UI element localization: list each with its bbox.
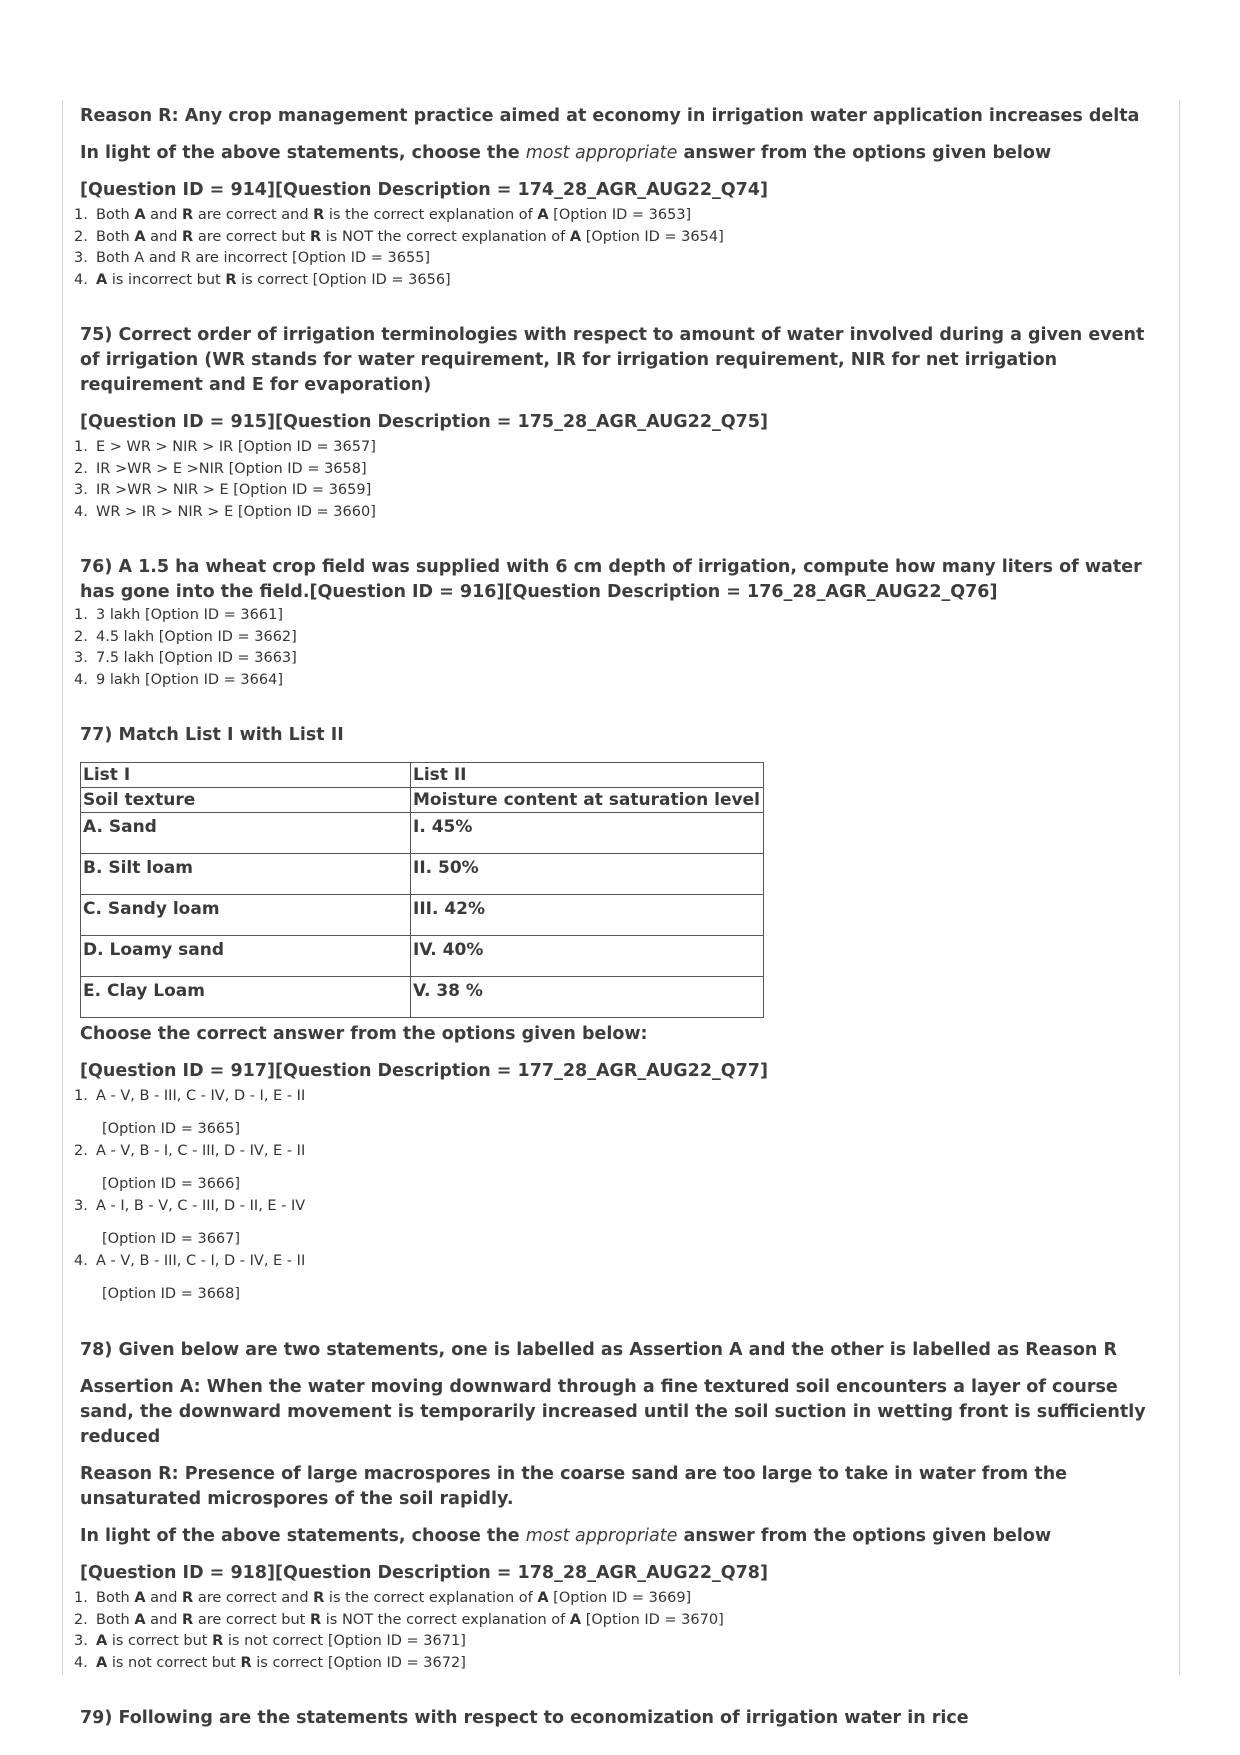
table-row (81, 936, 764, 977)
option-item[interactable] (74, 248, 1165, 270)
option-text: Both A and R are correct but R is NOT the correct explanation of A [Option ID = 3654] (96, 228, 724, 245)
option-number: 4. (74, 271, 88, 288)
q77-text: 77) Match List I with List II (80, 725, 344, 745)
option-number: 1. (74, 1590, 88, 1606)
option-text: Both A and R are correct but R is NOT the correct explanation of A [Option ID = 3670] (96, 1611, 724, 1628)
option-number: 4. (74, 503, 88, 520)
spacer (80, 523, 1165, 555)
option-item[interactable]: 3. A - I, B - V, C - III, D - II, E - IV [Option ID = 3667] (74, 1196, 1165, 1250)
option-item[interactable] (74, 459, 1165, 481)
table-header-cell: Soil texture (81, 788, 411, 813)
option-number: 4. (74, 671, 88, 688)
option-text: Both A and R are correct and R is the correct explanation of A [Option ID = 3669] (96, 1590, 692, 1606)
spacer (80, 1674, 1165, 1706)
option-text: 3 lakh [Option ID = 3661] (96, 607, 283, 623)
option-number: 3. (74, 1633, 88, 1649)
table-cell: A. Sand (81, 813, 411, 854)
option-item[interactable] (74, 1610, 1165, 1632)
q79-text: 79) Following are the statements with respect to economization of irrigation water in rice (80, 1708, 969, 1728)
option-item[interactable] (74, 648, 1165, 670)
table-cell: D. Loamy sand (81, 936, 411, 977)
q78-meta: [Question ID = 918][Question Description = 178_28_AGR_AUG22_Q78] (80, 1563, 768, 1583)
spacer (80, 1306, 1165, 1338)
option-number: 2. (74, 1611, 88, 1628)
q74-options (74, 205, 1165, 291)
option-text: 4.5 lakh [Option ID = 3662] (96, 628, 297, 645)
q76-text: 76) A 1.5 ha wheat crop field was supplied with 6 cm depth of irrigation, compute how many liters of water has gone into the field.[Question ID = 916][Question Description = 176_28_AGR_AUG22_Q76] (80, 557, 1142, 602)
q78-reason: Reason R: Presence of large macrospores in the coarse sand are too large to take in water from the unsaturated microspores of the soil rapidly. (80, 1464, 1068, 1509)
option-id: [Option ID = 3667] (102, 1231, 241, 1247)
q75-options (74, 437, 1165, 523)
option-number: 1. (74, 607, 88, 623)
option-id: [Option ID = 3666] (102, 1176, 241, 1192)
option-text: 9 lakh [Option ID = 3664] (96, 671, 283, 688)
option-text: A is not correct but R is correct [Option ID = 3672] (96, 1654, 466, 1671)
option-text: Both A and R are correct and R is the correct explanation of A [Option ID = 3653] (96, 207, 692, 223)
table-row (81, 977, 764, 1018)
q74-reason: Reason R: Any crop management practice aimed at economy in irrigation water application increases delta (80, 106, 1140, 126)
table-cell: II. 50% (411, 854, 764, 895)
table-row (81, 813, 764, 854)
option-number: 1. (74, 439, 88, 455)
option-item[interactable] (74, 270, 1165, 292)
option-item[interactable] (74, 480, 1165, 502)
option-item[interactable] (74, 502, 1165, 524)
option-item[interactable] (74, 605, 1165, 627)
option-text: E > WR > NIR > IR [Option ID = 3657] (96, 439, 376, 455)
option-item[interactable]: 2. A - V, B - I, C - III, D - IV, E - II [Option ID = 3666] (74, 1141, 1165, 1195)
q77-options (74, 1086, 1165, 1305)
q74-meta: [Question ID = 914][Question Description = 174_28_AGR_AUG22_Q74] (80, 180, 768, 200)
q77-instruction: Choose the correct answer from the options given below: (80, 1024, 648, 1044)
spacer (80, 691, 1165, 723)
q78-text: 78) Given below are two statements, one is labelled as Assertion A and the other is labelled as Reason R (80, 1340, 1117, 1360)
option-text: IR >WR > E >NIR [Option ID = 3658] (96, 460, 367, 477)
option-text: A is correct but R is not correct [Option ID = 3671] (96, 1633, 466, 1649)
table-cell: C. Sandy loam (81, 895, 411, 936)
option-number: 1. (74, 207, 88, 223)
option-item[interactable] (74, 627, 1165, 649)
table-header-cell: List I (81, 763, 411, 788)
q75-meta: [Question ID = 915][Question Description = 175_28_AGR_AUG22_Q75] (80, 412, 768, 432)
table-header-cell: List II (411, 763, 764, 788)
option-text: A is incorrect but R is correct [Option ID = 3656] (96, 271, 451, 288)
table-cell: V. 38 % (411, 977, 764, 1018)
option-text: Both A and R are incorrect [Option ID = 3655] (96, 250, 431, 266)
option-text: WR > IR > NIR > E [Option ID = 3660] (96, 503, 376, 520)
table-cell: IV. 40% (411, 936, 764, 977)
q78-assertion: Assertion A: When the water moving downward through a fine textured soil encounters a layer of course sand, the downward movement is temporarily increased until the soil suction in wetting front is sufficiently reduced (80, 1377, 1146, 1447)
option-text: IR >WR > NIR > E [Option ID = 3659] (96, 482, 372, 498)
q78-options (74, 1588, 1165, 1674)
option-number: 3. (74, 650, 88, 666)
option-number: 4. (74, 1654, 88, 1671)
option-item[interactable]: 4. A - V, B - III, C - I, D - IV, E - II [Option ID = 3668] (74, 1251, 1165, 1305)
option-item[interactable] (74, 1588, 1165, 1610)
spacer (80, 291, 1165, 323)
table-row (81, 854, 764, 895)
table-header-row (81, 763, 764, 788)
table-row (81, 895, 764, 936)
table-cell: I. 45% (411, 813, 764, 854)
match-table (80, 762, 764, 1018)
option-number: 2. (74, 460, 88, 477)
table-header-row (81, 788, 764, 813)
q75-text: 75) Correct order of irrigation terminologies with respect to amount of water involved during a given event of irrigation (WR stands for water requirement, IR for irrigation requirement, NIR for net irrigation requirement and E for evaporation) (80, 325, 1145, 395)
option-item[interactable] (74, 205, 1165, 227)
option-item[interactable] (74, 437, 1165, 459)
table-cell: B. Silt loam (81, 854, 411, 895)
option-id: [Option ID = 3665] (102, 1121, 241, 1137)
option-id: [Option ID = 3668] (102, 1286, 241, 1302)
table-cell: III. 42% (411, 895, 764, 936)
option-number: 3. (74, 250, 88, 266)
q77-meta: [Question ID = 917][Question Description = 177_28_AGR_AUG22_Q77] (80, 1061, 768, 1081)
option-text: 7.5 lakh [Option ID = 3663] (96, 650, 297, 666)
q76-options (74, 605, 1165, 691)
option-number: 2. (74, 228, 88, 245)
option-item[interactable] (74, 1631, 1165, 1653)
table-header-cell: Moisture content at saturation level (411, 788, 764, 813)
q74-instruction: In light of the above statements, choose the most appropriate answer from the options given below (80, 143, 1052, 163)
option-item[interactable] (74, 1653, 1165, 1675)
option-item[interactable] (74, 670, 1165, 692)
option-number: 2. (74, 628, 88, 645)
document-content (74, 104, 1165, 1731)
table-cell: E. Clay Loam (81, 977, 411, 1018)
option-number: 3. (74, 482, 88, 498)
option-item[interactable] (74, 227, 1165, 249)
q78-instruction: In light of the above statements, choose the most appropriate answer from the options given below (80, 1526, 1052, 1546)
option-item[interactable]: 1. A - V, B - III, C - IV, D - I, E - II [Option ID = 3665] (74, 1086, 1165, 1140)
